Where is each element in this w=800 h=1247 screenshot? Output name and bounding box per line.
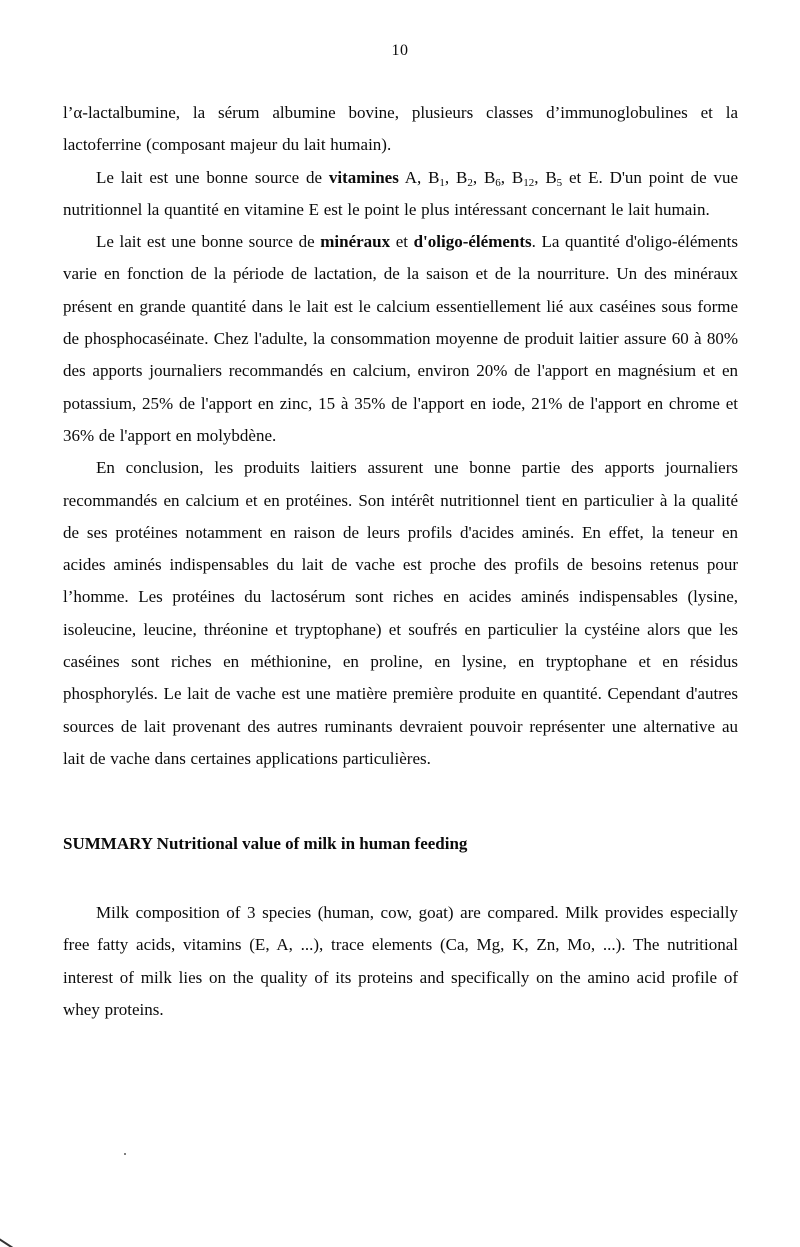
paragraph-summary: Milk composition of 3 species (human, cow, goat) are compared. Milk provides especially free fatty acids, vitamins (E, A, ...), trace elements (Ca, Mg, K, Zn, Mo, ...). The nutritional interest of milk lies on the quality of its proteins and specifically on the amino acid profile of whey proteins. [63, 903, 738, 1019]
scan-artifact-corner-mark [0, 1236, 15, 1247]
english-summary-text [63, 897, 738, 1026]
page-number: 10 [391, 42, 409, 59]
paragraph-mineraux: Le lait est une bonne source de minéraux et d'oligo-éléments. La quantité d'oligo-éléments varie en fonction de la période de lactation, de la saison et de la nourriture. Un des minéraux présent en grande quantité dans le lait est le calcium essentiellement lié aux caséines sous forme de phosphocaséinate. Chez l'adulte, la consommation moyenne de produit laitier assure 60 à 80% des apports journaliers recommandés en calcium, environ 20% de l'apport en magnésium et en potassium, 25% de l'apport en zinc, 15 à 35% de l'apport en iode, 21% de l'apport en chrome et 36% de l'apport en molybdène. [63, 232, 738, 445]
french-body-text [63, 97, 738, 775]
scan-artifact-dot [124, 1153, 126, 1155]
paragraph-conclusion: En conclusion, les produits laitiers assurent une bonne partie des apports journaliers recommandés en calcium et en protéines. Son intérêt nutritionnel tient en particulier à la qualité de ses protéines notamment en raison de leurs profils d'acides aminés. En effet, la teneur en acides aminés indispensables du lait de vache est proche des profils de besoins retenus pour l’homme. Les protéines du lactosérum sont riches en acides aminés indispensables (lysine, isoleucine, leucine, thréonine et tryptophane) et soufrés en particulier la cystéine alors que les caséines sont riches en méthionine, en proline, en lysine, en tryptophane et en résidus phosphorylés. Le lait de vache est une matière première produite en quantité. Cependant d'autres sources de lait provenant des autres ruminants devraient pouvoir représenter une alternative au lait de vache dans certaines applications particulières. [63, 458, 738, 768]
paragraph-lactalbumine: l’α-lactalbumine, la sérum albumine bovine, plusieurs classes d’immunoglobulines et la lactoferrine (composant majeur du lait humain). [63, 103, 738, 155]
paragraph-vitamines: Le lait est une bonne source de vitamines A, $B_1$, $B_2$, $B_6$, $B_{12}$, $B_5$ et E. D'un point de vue nutritionnel la quantité en vitamine E est le point le plus intéressant concernant le lait humain. [63, 167, 738, 219]
summary-heading: SUMMARY Nutritional value of milk in human feeding [63, 834, 468, 853]
